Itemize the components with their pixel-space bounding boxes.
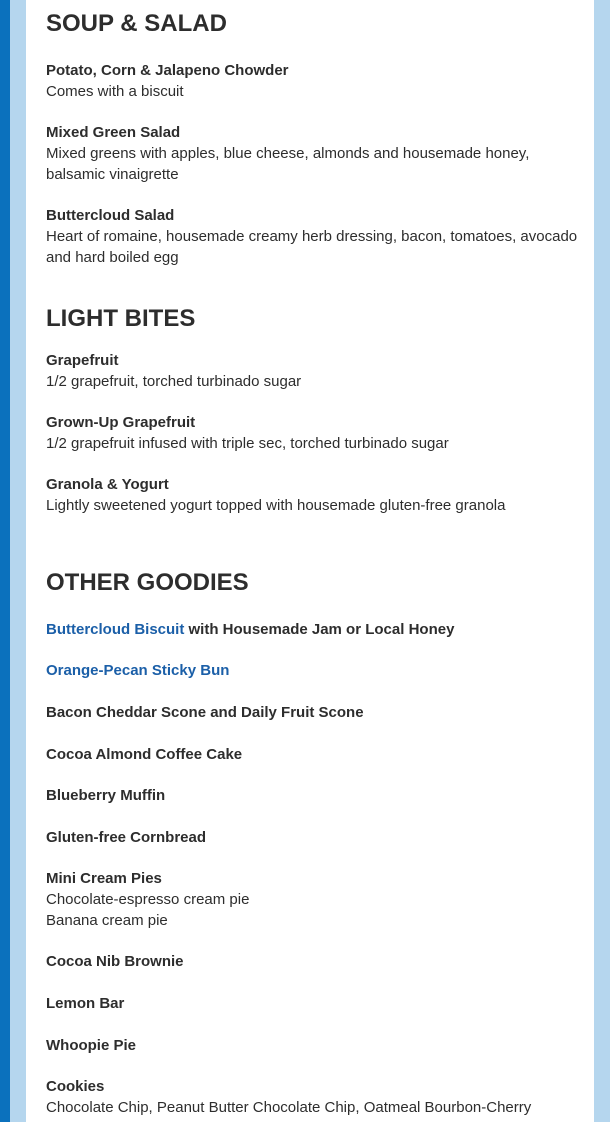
item-name: Blueberry Muffin bbox=[46, 787, 166, 804]
menu-item-mini-pies bbox=[46, 868, 581, 931]
item-description: Heart of romaine, housemade creamy herb dressing, bacon, tomatoes, avocado and hard boiled egg bbox=[46, 228, 578, 266]
item-name: Cocoa Almond Coffee Cake bbox=[46, 746, 243, 763]
item-name: Grown-Up Grapefruit bbox=[46, 414, 196, 431]
menu-item bbox=[46, 122, 581, 185]
item-name: with Housemade Jam or Local Honey bbox=[184, 621, 455, 638]
menu-item bbox=[46, 785, 581, 806]
item-name: Granola & Yogurt bbox=[46, 476, 169, 493]
item-description: Comes with a biscuit bbox=[46, 83, 184, 100]
menu-item bbox=[46, 350, 581, 392]
menu-content-panel bbox=[26, 0, 594, 1122]
item-name: Grapefruit bbox=[46, 352, 119, 369]
item-description: Lightly sweetened yogurt topped with housemade gluten-free granola bbox=[46, 497, 506, 514]
buttercloud-biscuit-link[interactable]: Buttercloud Biscuit bbox=[46, 621, 185, 638]
item-name: Mini Cream Pies bbox=[46, 870, 162, 887]
menu-item bbox=[46, 474, 581, 516]
menu-item bbox=[46, 1035, 581, 1056]
item-name: Mixed Green Salad bbox=[46, 124, 181, 141]
item-name: Cookies bbox=[46, 1078, 105, 1095]
item-description: Mixed greens with apples, blue cheese, almonds and housemade honey, balsamic vinaigrette bbox=[46, 145, 530, 183]
item-name: Bacon Cheddar Scone and Daily Fruit Scone bbox=[46, 704, 364, 721]
menu-item-cookies bbox=[46, 1076, 581, 1118]
section-title-soup-salad: SOUP & SALAD bbox=[46, 10, 227, 37]
menu-item bbox=[46, 744, 581, 765]
section-title-light-bites: LIGHT BITES bbox=[46, 305, 196, 332]
item-description: Chocolate-espresso cream pie bbox=[46, 891, 250, 908]
left-accent-bar bbox=[0, 0, 10, 1122]
item-name: Whoopie Pie bbox=[46, 1037, 136, 1054]
item-name: Gluten-free Cornbread bbox=[46, 829, 207, 846]
item-name: Cocoa Nib Brownie bbox=[46, 953, 184, 970]
item-description: Banana cream pie bbox=[46, 912, 168, 929]
left-margin bbox=[10, 0, 26, 1122]
item-name: Buttercloud Salad bbox=[46, 207, 175, 224]
menu-item bbox=[46, 205, 581, 268]
menu-item bbox=[46, 993, 581, 1014]
menu-item-biscuit bbox=[46, 619, 581, 640]
sticky-bun-link[interactable]: Orange-Pecan Sticky Bun bbox=[46, 662, 230, 679]
item-description: 1/2 grapefruit infused with triple sec, torched turbinado sugar bbox=[46, 435, 449, 452]
right-margin bbox=[594, 0, 610, 1122]
menu-item bbox=[46, 412, 581, 454]
item-name: Potato, Corn & Jalapeno Chowder bbox=[46, 62, 289, 79]
item-name: Lemon Bar bbox=[46, 995, 125, 1012]
menu-item bbox=[46, 827, 581, 848]
menu-item bbox=[46, 60, 581, 102]
menu-item-sticky-bun bbox=[46, 660, 581, 681]
item-description: 1/2 grapefruit, torched turbinado sugar bbox=[46, 373, 302, 390]
item-description: Chocolate Chip, Peanut Butter Chocolate Chip, Oatmeal Bourbon-Cherry bbox=[46, 1099, 532, 1116]
section-title-other-goodies: OTHER GOODIES bbox=[46, 569, 249, 596]
menu-item bbox=[46, 951, 581, 972]
menu-item bbox=[46, 702, 581, 723]
